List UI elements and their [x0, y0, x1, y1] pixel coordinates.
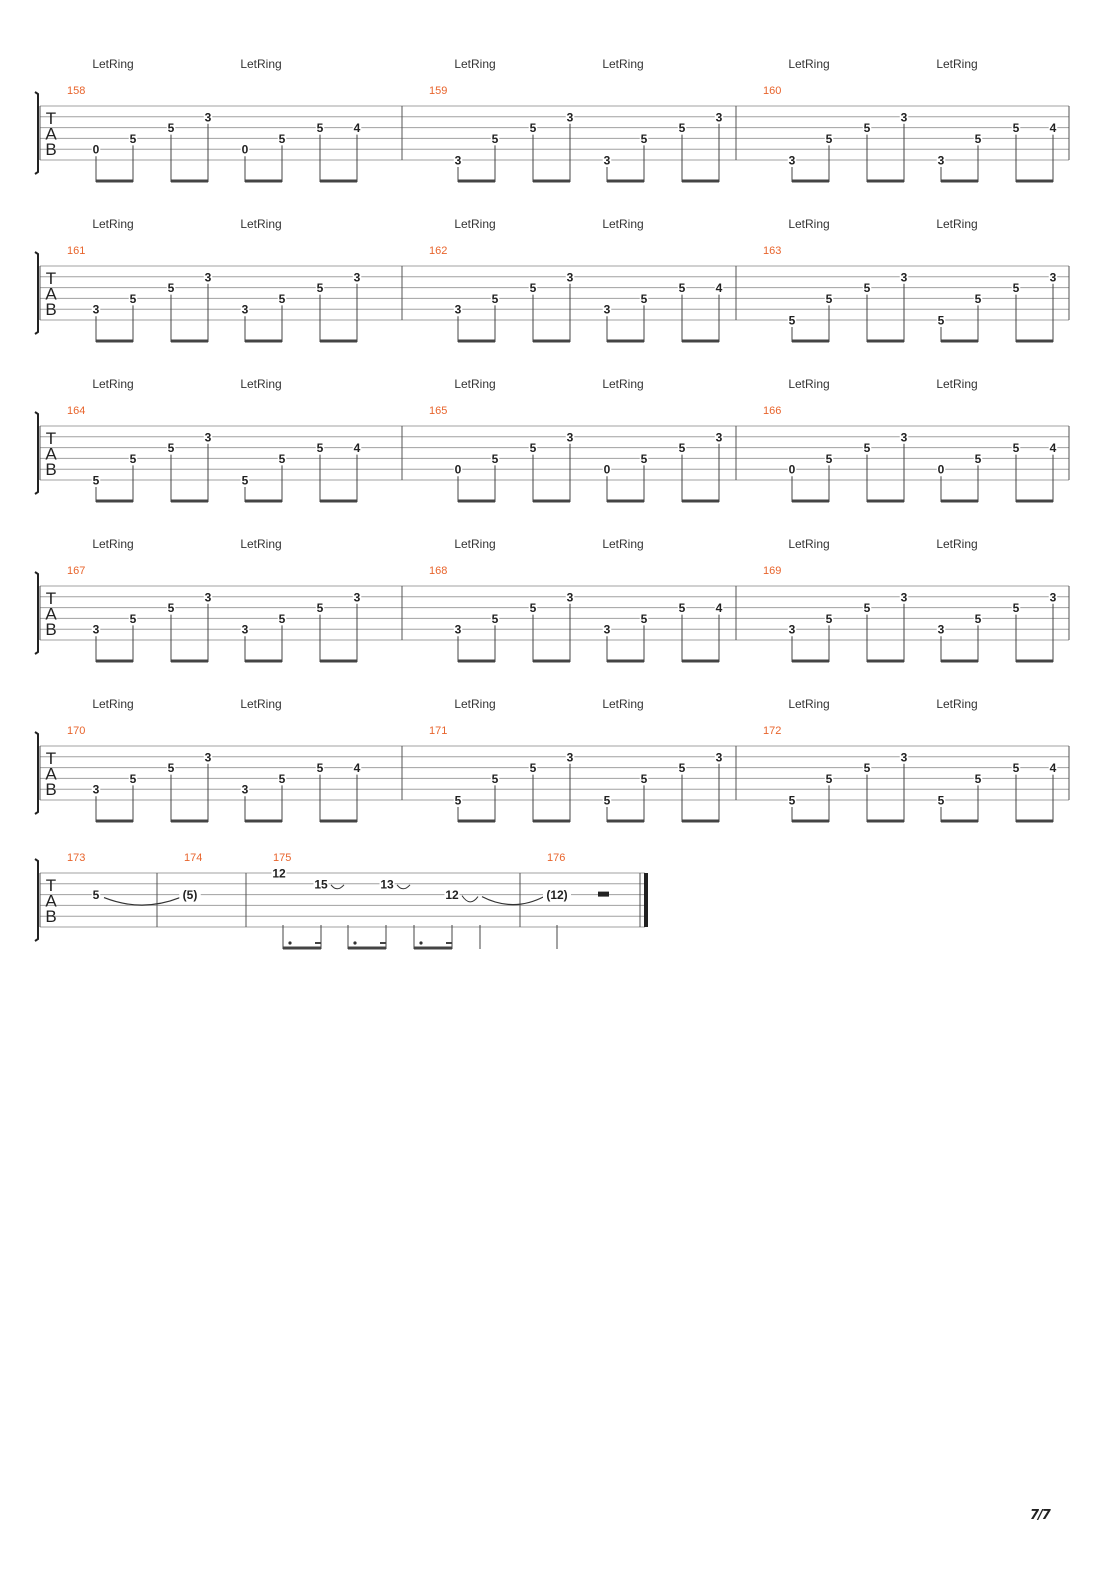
- fret-number: 3: [454, 302, 462, 317]
- fret-number: 5: [129, 771, 137, 786]
- fret-number: 5: [974, 131, 982, 146]
- tab-clef-letter: T: [45, 269, 57, 288]
- fret-number: 4: [353, 761, 361, 776]
- fret-number: 5: [316, 281, 324, 296]
- let-ring-label: LetRing: [936, 697, 978, 711]
- fret-number: 3: [937, 153, 945, 168]
- let-ring-label: LetRing: [240, 537, 282, 551]
- fret-number: 5: [1012, 281, 1020, 296]
- fret-number: 3: [241, 622, 249, 637]
- fret-number: 5: [863, 761, 871, 776]
- fret-number: 5: [167, 761, 175, 776]
- fret-number: 5: [640, 291, 648, 306]
- fret-number: 4: [1049, 761, 1057, 776]
- fret-number: 5: [678, 601, 686, 616]
- fret-number: 3: [715, 110, 723, 125]
- measure-number: 173: [67, 852, 86, 864]
- let-ring-label: LetRing: [602, 57, 644, 71]
- system-bracket: [35, 412, 38, 494]
- tab-clef-letter: A: [45, 284, 57, 304]
- fret-number: 5: [129, 611, 137, 626]
- fret-number: 3: [1049, 270, 1057, 285]
- fret-number: 3: [92, 622, 100, 637]
- fret-number: 12: [272, 866, 286, 881]
- fret-number: 5: [316, 761, 324, 776]
- fret-number: 4: [715, 281, 723, 296]
- fret-number: 5: [167, 441, 175, 456]
- fret-number: 5: [491, 771, 499, 786]
- let-ring-label: LetRing: [454, 57, 496, 71]
- measure-number: 172: [763, 725, 782, 737]
- fret-number: 3: [204, 110, 212, 125]
- tab-clef-letter: A: [45, 124, 57, 144]
- fret-number: 3: [788, 622, 796, 637]
- fret-number: 5: [788, 313, 796, 328]
- fret-number: 3: [566, 750, 574, 765]
- tab-clef-letter: T: [45, 876, 57, 895]
- fret-number: 3: [603, 153, 611, 168]
- let-ring-label: LetRing: [240, 697, 282, 711]
- tab-clef-letter: B: [45, 300, 57, 319]
- let-ring-label: LetRing: [240, 377, 282, 391]
- fret-number: 5: [167, 601, 175, 616]
- let-ring-label: LetRing: [936, 377, 978, 391]
- fret-number: 3: [204, 270, 212, 285]
- fret-number: 3: [353, 270, 361, 285]
- dot: [288, 941, 291, 944]
- fret-number: 5: [640, 131, 648, 146]
- fret-number: 5: [1012, 121, 1020, 136]
- fret-number: 3: [204, 430, 212, 445]
- fret-number: 5: [937, 313, 945, 328]
- fret-number: 5: [825, 291, 833, 306]
- fret-number: (12): [546, 888, 568, 903]
- fret-number: 5: [278, 451, 286, 466]
- tab-clef-letter: B: [45, 460, 57, 479]
- tab-system-final: [35, 852, 646, 949]
- fret-number: 5: [129, 131, 137, 146]
- measure-number: 167: [67, 565, 86, 577]
- fret-number: 5: [129, 291, 137, 306]
- fret-number: 3: [566, 590, 574, 605]
- fret-number: 5: [640, 771, 648, 786]
- fret-number: 4: [353, 441, 361, 456]
- tie: [104, 898, 180, 906]
- let-ring-label: LetRing: [788, 697, 830, 711]
- tab-system: [35, 697, 1069, 822]
- tie: [482, 897, 544, 905]
- fret-number: 3: [353, 590, 361, 605]
- fret-number: 3: [566, 110, 574, 125]
- let-ring-label: LetRing: [936, 57, 978, 71]
- fret-number: 5: [529, 601, 537, 616]
- fret-number: 3: [92, 782, 100, 797]
- tab-system: [35, 217, 1069, 342]
- tab-clef-letter: A: [45, 891, 57, 911]
- fret-number: 5: [529, 281, 537, 296]
- fret-number: 3: [900, 750, 908, 765]
- let-ring-label: LetRing: [788, 217, 830, 231]
- system-bracket: [35, 92, 38, 174]
- let-ring-label: LetRing: [602, 377, 644, 391]
- fret-number: 5: [491, 291, 499, 306]
- let-ring-label: LetRing: [240, 57, 282, 71]
- let-ring-label: LetRing: [454, 217, 496, 231]
- measure-number: 163: [763, 245, 782, 257]
- fret-number: 5: [316, 441, 324, 456]
- fret-number: 3: [900, 590, 908, 605]
- let-ring-label: LetRing: [788, 537, 830, 551]
- fret-number: 5: [937, 793, 945, 808]
- fret-number: 5: [491, 611, 499, 626]
- fret-number: 5: [529, 441, 537, 456]
- fret-number: 5: [825, 451, 833, 466]
- measure-number: 161: [67, 245, 86, 257]
- fret-number: 3: [788, 153, 796, 168]
- fret-number: 5: [678, 761, 686, 776]
- fret-number: 3: [92, 302, 100, 317]
- tab-clef-letter: B: [45, 907, 57, 926]
- fret-number: 3: [937, 622, 945, 637]
- fret-number: 3: [715, 430, 723, 445]
- tab-clef-letter: T: [45, 749, 57, 768]
- fret-number: 13: [380, 877, 394, 892]
- fret-number: 4: [1049, 441, 1057, 456]
- dot: [419, 941, 422, 944]
- measure-number: 165: [429, 405, 448, 417]
- fret-number: 3: [566, 430, 574, 445]
- fret-number: 5: [825, 131, 833, 146]
- fret-number: 12: [445, 888, 459, 903]
- let-ring-label: LetRing: [454, 377, 496, 391]
- let-ring-label: LetRing: [788, 377, 830, 391]
- fret-number: (5): [182, 888, 198, 903]
- measure-number: 176: [547, 852, 566, 864]
- tab-clef-letter: A: [45, 764, 57, 784]
- fret-number: 5: [1012, 441, 1020, 456]
- fret-number: 5: [863, 281, 871, 296]
- system-bracket: [35, 859, 38, 941]
- fret-number: 0: [603, 462, 611, 477]
- let-ring-label: LetRing: [936, 537, 978, 551]
- fret-number: 5: [454, 793, 462, 808]
- fret-number: 5: [278, 771, 286, 786]
- fret-number: 5: [167, 121, 175, 136]
- fret-number: 5: [825, 771, 833, 786]
- fret-number: 3: [454, 622, 462, 637]
- fret-number: 0: [92, 142, 100, 157]
- fret-number: 5: [825, 611, 833, 626]
- fret-number: 0: [937, 462, 945, 477]
- let-ring-label: LetRing: [240, 217, 282, 231]
- let-ring-label: LetRing: [454, 537, 496, 551]
- fret-number: 0: [241, 142, 249, 157]
- fret-number: 5: [974, 291, 982, 306]
- fret-number: 5: [640, 451, 648, 466]
- let-ring-label: LetRing: [92, 377, 134, 391]
- system-bracket: [35, 252, 38, 334]
- measure-number: 174: [184, 852, 203, 864]
- dot: [353, 941, 356, 944]
- fret-number: 5: [1012, 601, 1020, 616]
- measure-number: 162: [429, 245, 448, 257]
- fret-number: 3: [1049, 590, 1057, 605]
- fret-number: 5: [529, 121, 537, 136]
- fret-number: 5: [974, 451, 982, 466]
- measure-number: 170: [67, 725, 86, 737]
- measure-number: 175: [273, 852, 292, 864]
- system-bracket: [35, 572, 38, 654]
- fret-number: 5: [316, 121, 324, 136]
- let-ring-label: LetRing: [602, 697, 644, 711]
- fret-number: 5: [974, 611, 982, 626]
- fret-number: 5: [167, 281, 175, 296]
- tab-system: [35, 377, 1069, 502]
- fret-number: 5: [529, 761, 537, 776]
- measure-number: 159: [429, 85, 448, 97]
- fret-number: 5: [92, 473, 100, 488]
- tab-clef-letter: B: [45, 140, 57, 159]
- fret-number: 5: [974, 771, 982, 786]
- measure-number: 164: [67, 405, 86, 417]
- tab-clef-letter: T: [45, 589, 57, 608]
- let-ring-label: LetRing: [454, 697, 496, 711]
- fret-number: 5: [241, 473, 249, 488]
- let-ring-label: LetRing: [92, 217, 134, 231]
- fret-number: 3: [603, 622, 611, 637]
- fret-number: 5: [678, 441, 686, 456]
- tab-clef-letter: T: [45, 429, 57, 448]
- tab-clef-letter: A: [45, 604, 57, 624]
- fret-number: 3: [900, 270, 908, 285]
- fret-number: 4: [715, 601, 723, 616]
- let-ring-label: LetRing: [92, 537, 134, 551]
- fret-number: 3: [603, 302, 611, 317]
- system-bracket: [35, 732, 38, 814]
- fret-number: 5: [863, 601, 871, 616]
- measure-number: 168: [429, 565, 448, 577]
- fret-number: 15: [314, 877, 328, 892]
- let-ring-label: LetRing: [92, 57, 134, 71]
- measure-number: 169: [763, 565, 782, 577]
- fret-number: 3: [204, 590, 212, 605]
- fret-number: 3: [900, 430, 908, 445]
- tab-system: [35, 537, 1069, 662]
- slur: [331, 885, 344, 889]
- let-ring-label: LetRing: [602, 537, 644, 551]
- let-ring-label: LetRing: [92, 697, 134, 711]
- half-rest: [598, 892, 609, 897]
- fret-number: 3: [454, 153, 462, 168]
- fret-number: 4: [1049, 121, 1057, 136]
- page-number: 7/7: [1030, 1508, 1050, 1523]
- fret-number: 5: [603, 793, 611, 808]
- tab-clef-letter: T: [45, 109, 57, 128]
- fret-number: 5: [678, 121, 686, 136]
- tab-clef-letter: B: [45, 780, 57, 799]
- tab-system: [35, 57, 1069, 182]
- fret-number: 5: [1012, 761, 1020, 776]
- fret-number: 5: [788, 793, 796, 808]
- let-ring-label: LetRing: [602, 217, 644, 231]
- fret-number: 3: [204, 750, 212, 765]
- fret-number: 5: [640, 611, 648, 626]
- tab-clef-letter: A: [45, 444, 57, 464]
- slur: [397, 885, 410, 889]
- let-ring-label: LetRing: [936, 217, 978, 231]
- fret-number: 5: [278, 291, 286, 306]
- fret-number: 5: [129, 451, 137, 466]
- fret-number: 5: [316, 601, 324, 616]
- fret-number: 5: [678, 281, 686, 296]
- fret-number: 3: [566, 270, 574, 285]
- fret-number: 4: [353, 121, 361, 136]
- fret-number: 5: [863, 121, 871, 136]
- fret-number: 5: [92, 888, 100, 903]
- fret-number: 3: [900, 110, 908, 125]
- fret-number: 5: [491, 451, 499, 466]
- fret-number: 3: [715, 750, 723, 765]
- tab-clef-letter: B: [45, 620, 57, 639]
- fret-number: 0: [788, 462, 796, 477]
- measure-number: 171: [429, 725, 448, 737]
- fret-number: 3: [241, 302, 249, 317]
- measure-number: 158: [67, 85, 86, 97]
- fret-number: 5: [278, 611, 286, 626]
- fret-number: 3: [241, 782, 249, 797]
- slur: [462, 896, 478, 902]
- fret-number: 5: [863, 441, 871, 456]
- fret-number: 5: [491, 131, 499, 146]
- fret-number: 5: [278, 131, 286, 146]
- let-ring-label: LetRing: [788, 57, 830, 71]
- measure-number: 166: [763, 405, 782, 417]
- fret-number: 0: [454, 462, 462, 477]
- measure-number: 160: [763, 85, 782, 97]
